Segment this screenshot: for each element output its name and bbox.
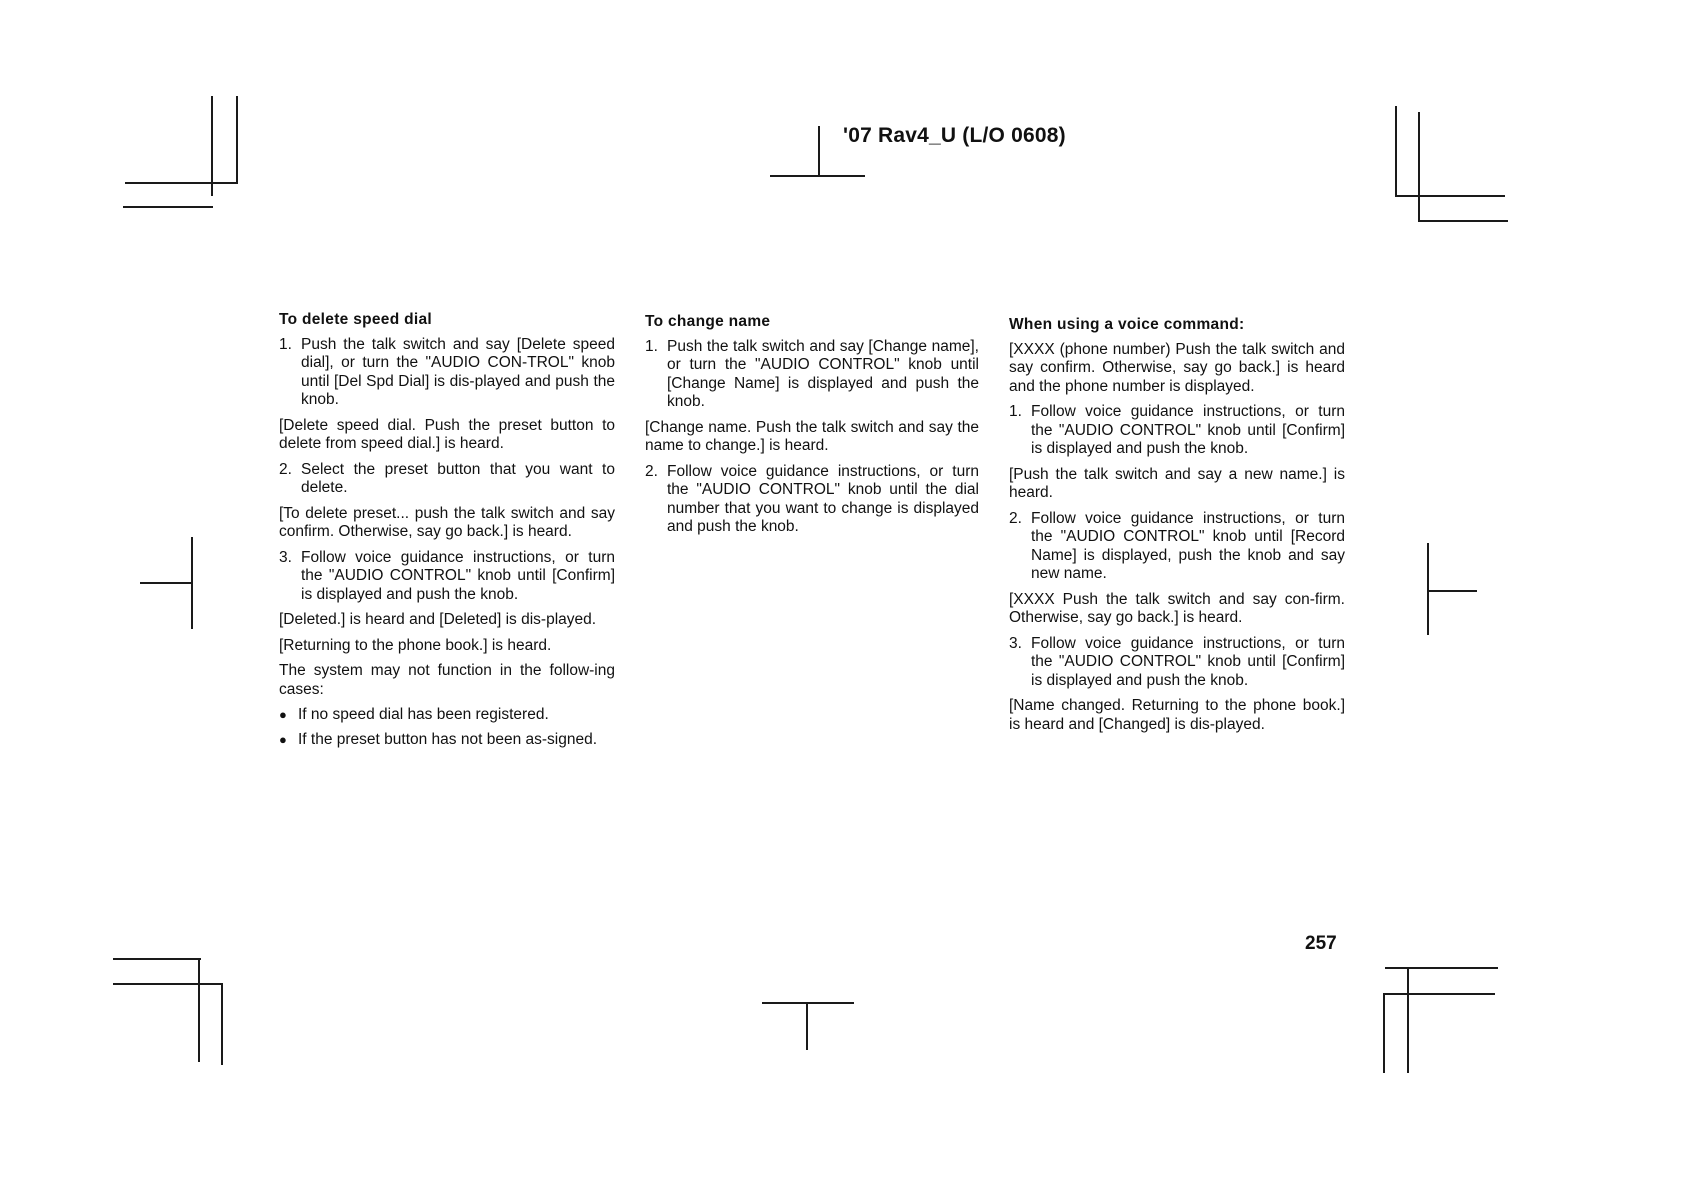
paragraph: [Name changed. Returning to the phone book.] is heard and [Changed] is dis-played. xyxy=(1009,697,1345,733)
document-header: '07 Rav4_U (L/O 0608) xyxy=(843,124,1066,147)
step-number: 2. xyxy=(279,460,292,478)
column-delete-speed-dial xyxy=(279,311,615,755)
step-number: 1. xyxy=(279,335,292,353)
bullet-item xyxy=(279,731,615,750)
step-text: Follow voice guidance instructions, or turn the "AUDIO CONTROL" knob until [Record Name] is displayed, push the knob and say new name. xyxy=(1031,509,1345,582)
step-text: Follow voice guidance instructions, or turn the "AUDIO CONTROL" knob until [Confirm] is displayed and push the knob. xyxy=(1031,634,1345,689)
paragraph: [Deleted.] is heard and [Deleted] is dis-played. xyxy=(279,611,597,628)
section-heading: To delete speed dial xyxy=(279,311,432,328)
step-number: 3. xyxy=(1009,634,1022,652)
step-number: 2. xyxy=(1009,509,1022,527)
bullet-text: If the preset button has not been as-signed. xyxy=(298,730,598,748)
paragraph: [Returning to the phone book.] is heard. xyxy=(279,636,552,654)
step-text: Follow voice guidance instructions, or turn the "AUDIO CONTROL" knob until the dial number that you want to change is displayed and push the knob. xyxy=(667,462,979,535)
paragraph: [To delete preset... push the talk switch and say confirm. Otherwise, say go back.] is heard. xyxy=(279,504,615,540)
step-item xyxy=(1009,510,1345,584)
bullet-item xyxy=(279,706,615,725)
step-item xyxy=(1009,403,1345,459)
step-number: 1. xyxy=(645,337,658,355)
paragraph: The system may not function in the follow-ing cases: xyxy=(279,662,615,698)
step-item xyxy=(279,336,615,410)
step-item xyxy=(645,463,979,537)
step-text: Follow voice guidance instructions, or turn the "AUDIO CONTROL" knob until [Confirm] is displayed and push the knob. xyxy=(1031,403,1345,457)
section-heading: When using a voice command: xyxy=(1009,316,1245,333)
paragraph: [Delete speed dial. Push the preset button to delete from speed dial.] is heard. xyxy=(279,416,615,452)
step-item xyxy=(279,461,615,498)
step-number: 3. xyxy=(279,548,292,566)
page-number: 257 xyxy=(1305,933,1337,954)
paragraph: [Push the talk switch and say a new name.] is heard. xyxy=(1009,465,1345,501)
bullet-icon: ● xyxy=(279,707,287,722)
bullet-text: If no speed dial has been registered. xyxy=(298,706,549,723)
step-item xyxy=(1009,635,1345,691)
column-voice-command xyxy=(1009,316,1345,741)
step-text: Follow voice guidance instructions, or turn the "AUDIO CONTROL" knob until [Confirm] is displayed and push the knob. xyxy=(301,548,615,603)
section-heading: To change name xyxy=(645,313,771,330)
step-number: 2. xyxy=(645,462,658,480)
step-text: Push the talk switch and say [Change name], or turn the "AUDIO CONTROL" knob until [Change Name] is displayed and push the knob. xyxy=(667,337,979,410)
step-text: Select the preset button that you want to delete. xyxy=(301,460,615,496)
step-text: Push the talk switch and say [Delete speed dial], or turn the "AUDIO CON-TROL" knob until [Del Spd Dial] is dis-played and push the knob. xyxy=(301,335,615,408)
paragraph: [XXXX (phone number) Push the talk switch and say confirm. Otherwise, say go back.] is heard and the phone number is displayed. xyxy=(1009,340,1345,395)
step-item xyxy=(279,549,615,605)
step-number: 1. xyxy=(1009,403,1022,420)
paragraph: [Change name. Push the talk switch and say the name to change.] is heard. xyxy=(645,418,979,454)
step-item xyxy=(645,338,979,412)
column-change-name xyxy=(645,313,979,544)
paragraph: [XXXX Push the talk switch and say con-firm. Otherwise, say go back.] is heard. xyxy=(1009,590,1345,626)
bullet-icon: ● xyxy=(279,731,287,747)
